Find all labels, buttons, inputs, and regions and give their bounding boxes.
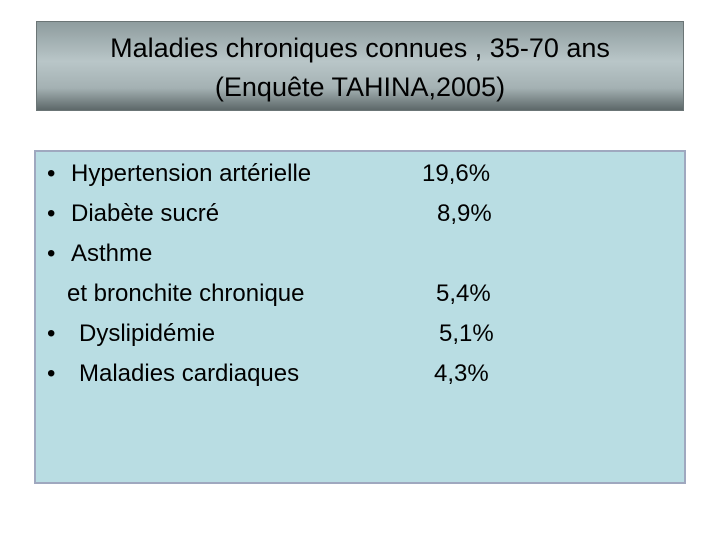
bullet: • [47,200,56,227]
list-item-label: Asthme [71,240,153,267]
list-item-label: et bronchite chronique [67,280,305,307]
slide-title-line-2: (Enquête TAHINA,2005) [214,72,506,102]
bullet: • [47,320,56,347]
slide-title-line-1: Maladies chroniques connues , 35-70 ans [110,33,610,63]
list-item-label: Maladies cardiaques [79,360,300,387]
bullet: • [47,360,56,387]
list-item [36,194,684,234]
title-banner [36,21,684,111]
list-item-value: 5,4% [436,280,491,307]
list-item-label: Dyslipidémie [79,320,216,347]
list-item-value: 19,6% [422,160,491,187]
list-item [36,354,684,394]
bullet: • [47,240,56,267]
list-item-value: 4,3% [434,360,489,387]
list-item [36,314,684,354]
list-item-continuation [36,274,684,314]
list-item [36,154,684,194]
list-item-value: 5,1% [439,320,494,347]
list-item [36,234,684,274]
content-panel [34,150,686,484]
list-item-value: 8,9% [437,200,492,227]
bullet: • [47,160,56,187]
list-item-label: Diabète sucré [71,200,220,227]
list-item-label: Hypertension artérielle [71,160,312,187]
